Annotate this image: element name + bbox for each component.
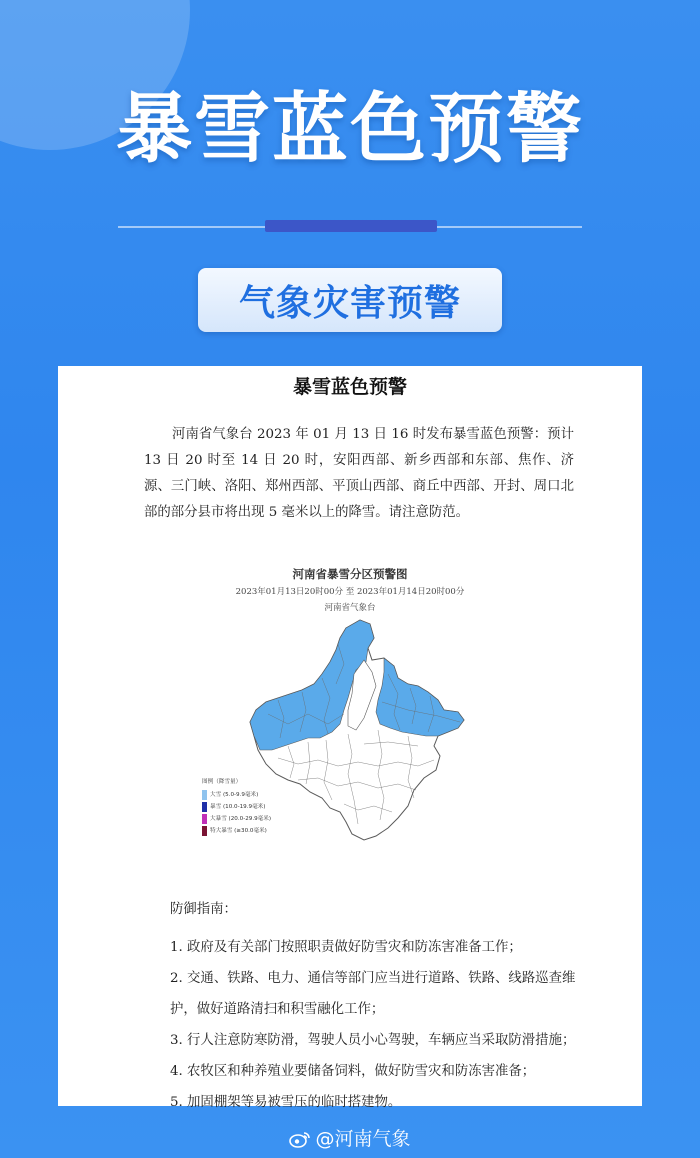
warning-area-east bbox=[376, 658, 464, 736]
legend-item bbox=[202, 801, 322, 813]
document-paragraph: 河南省气象台 2023 年 01 月 13 日 16 时发布暴雪蓝色预警：预计 13 日 20 时至 14 日 20 时，安阳西部、新乡西部和东部、焦作、济源、三门峡、洛阳、郑州西部、平顶山西部、商丘中西部、开封、周口北部的部分县市将出现 5 毫米以上的降雪。请注意防范。 bbox=[144, 427, 574, 520]
guide-item: 3. 行人注意防寒防滑，驾驶人员小心驾驶，车辆应当采取防滑措施； bbox=[170, 1033, 576, 1048]
weibo-icon bbox=[289, 1130, 311, 1148]
legend-item bbox=[202, 825, 322, 837]
legend-swatch bbox=[202, 790, 207, 800]
legend-title: 图例（降雪量） bbox=[202, 779, 242, 785]
legend-label: 大暴雪 (20.0-29.9毫米) bbox=[210, 816, 272, 822]
defense-guide bbox=[170, 898, 580, 1118]
map-legend bbox=[202, 776, 322, 837]
legend-label: 特大暴雪 (≥30.0毫米) bbox=[210, 828, 267, 834]
document-title: 暴雪蓝色预警 bbox=[292, 376, 407, 398]
map-title: 河南省暴雪分区预警图 bbox=[292, 567, 408, 581]
legend-item bbox=[202, 789, 322, 801]
legend-swatch bbox=[202, 826, 207, 836]
footer-account: @河南气象 bbox=[315, 1128, 411, 1150]
warning-document bbox=[58, 366, 642, 1110]
map-time-range: 2023年01月13日20时00分 至 2023年01月14日20时00分 bbox=[235, 587, 465, 597]
guide-item: 4. 农牧区和种养殖业要储备饲料，做好防雪灾和防冻害准备； bbox=[170, 1064, 536, 1079]
legend-label: 暴雪 (10.0-19.9毫米) bbox=[210, 804, 266, 810]
legend-item bbox=[202, 813, 322, 825]
legend-swatch bbox=[202, 814, 207, 824]
guide-item: 1. 政府及有关部门按照职责做好防雪灾和防冻害准备工作； bbox=[170, 940, 522, 955]
subtitle-box bbox=[198, 268, 502, 332]
guide-item: 2. 交通、铁路、电力、通信等部门应当进行道路、铁路、线路巡查维护，做好道路清扫和积雪融化工作； bbox=[170, 971, 576, 1017]
map-issuer: 河南省气象台 bbox=[324, 603, 376, 613]
banner-title: 暴雪蓝色预警 bbox=[116, 84, 584, 173]
subtitle-text: 气象灾害预警 bbox=[238, 282, 461, 324]
footer-watermark bbox=[0, 1124, 700, 1151]
guide-heading: 防御指南： bbox=[170, 902, 237, 917]
legend-label: 大雪 (5.0-9.9毫米) bbox=[210, 792, 259, 798]
guide-item: 5. 加固棚架等易被雪压的临时搭建物。 bbox=[170, 1095, 402, 1110]
divider-accent-bar bbox=[265, 220, 437, 232]
legend-swatch bbox=[202, 802, 207, 812]
